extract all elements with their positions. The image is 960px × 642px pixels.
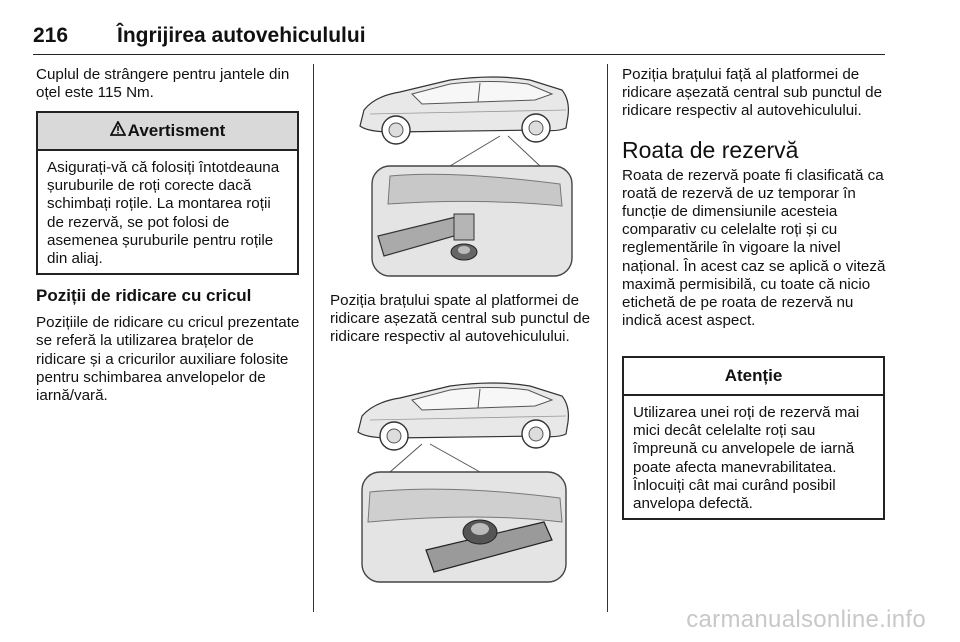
watermark: carmanualsonline.info xyxy=(686,606,926,633)
column-divider-1 xyxy=(313,64,314,612)
column-divider-2 xyxy=(607,64,608,612)
figure-rear-lift-arm xyxy=(330,66,592,282)
column-right xyxy=(622,66,886,330)
caption-rear xyxy=(330,292,596,347)
warning-body: Asigurați-vă că folosiți întotdeauna șuruburile de roți corecte dacă schimbați roțile. La montarea roții de rezervă, se pot folosi de asemenea șuruburile pentru roțile din aliaj. xyxy=(47,159,280,268)
warning-title: Avertisment xyxy=(127,121,226,140)
section-heading-jacking: Poziții de ridicare cu cricul xyxy=(36,286,252,305)
caption-rear-text: Poziția brațului spate al platformei de ridicare așezată central sub punctul de ridicare respectiv al autovehiculului. xyxy=(330,292,591,346)
warning-box-header xyxy=(38,113,297,151)
caption-front-text: Poziția brațului față al platformei de ridicare așezată central sub punctul de ridicare respectiv al autovehiculului. xyxy=(622,66,883,120)
torque-text: Cuplul de strângere pentru jantele din oțel este 115 Nm. xyxy=(36,66,290,102)
column-left xyxy=(36,66,300,102)
page-number: 216 xyxy=(33,24,69,47)
caution-title: Atenție xyxy=(724,366,783,385)
warning-triangle-icon xyxy=(110,121,126,141)
section-heading-spare-wheel: Roata de rezervă xyxy=(622,136,799,163)
figure-front-lift-arm xyxy=(330,372,592,586)
warning-box xyxy=(36,111,299,275)
caution-body: Utilizarea unei roți de rezervă mai mici decât celelalte roți sau împreună cu anvelopele de iarnă poate afecta manevrabilitatea. Înlocuiți cât mai curând posibil anvelopa defectă. xyxy=(633,404,860,513)
jacking-paragraph: Pozițiile de ridicare cu cricul prezentate se referă la utilizarea brațelor de ridicare și a cricurilor auxiliare folosite pentru schimbarea anvelopelor de iarnă/vară. xyxy=(36,314,300,405)
chapter-title: Îngrijirea autovehiculului xyxy=(117,24,366,47)
jacking-section xyxy=(36,287,300,405)
caution-box xyxy=(622,356,885,520)
caution-box-header xyxy=(624,358,883,396)
spare-wheel-paragraph: Roata de rezervă poate fi clasificată ca roată de rezervă de uz temporar în funcție de dimensiunile acesteia comparativ cu celelalte roți și cu reglementările în vigoare la nivel național. În acest caz se aplică o viteză maximă permisibilă, cu toate că nicio etichetă de pe roata de rezervă nu indică acest aspect. xyxy=(622,166,886,330)
page-header xyxy=(33,20,885,55)
